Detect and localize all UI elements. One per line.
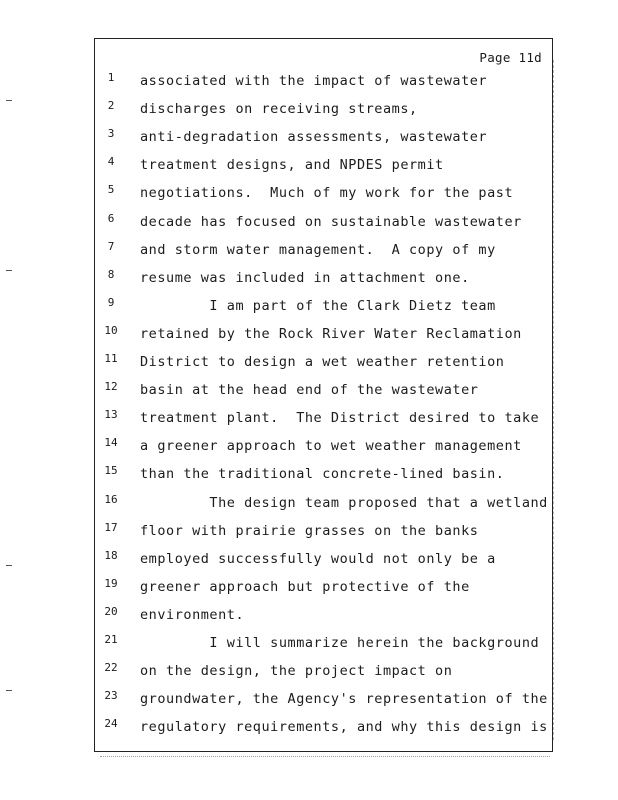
- transcript-line: [0, 466, 618, 494]
- line-number: 4: [107, 155, 115, 169]
- line-number: 21: [104, 633, 118, 646]
- line-number: 6: [107, 211, 115, 225]
- line-text: The design team proposed that a wetland: [140, 494, 548, 511]
- line-number: 2: [107, 99, 115, 113]
- line-number: 17: [104, 520, 118, 534]
- line-text: treatment plant. The District desired to take: [140, 410, 540, 427]
- transcript-line: [0, 492, 618, 523]
- line-text: resume was included in attachment one.: [140, 269, 470, 286]
- line-number: 23: [104, 689, 118, 703]
- line-number: 13: [104, 408, 118, 422]
- line-text: anti-degradation assessments, wastewater: [140, 129, 488, 146]
- line-text: decade has focused on sustainable wastewater: [140, 213, 522, 230]
- transcript-line: [0, 604, 618, 635]
- line-text: a greener approach to wet weather management: [140, 438, 522, 455]
- line-text: negotiations. Much of my work for the past: [140, 185, 514, 202]
- line-text: regulatory requirements, and why this design is: [140, 719, 548, 736]
- line-number: 15: [104, 464, 118, 478]
- transcript-line: [0, 576, 618, 607]
- transcript-line: [0, 101, 618, 129]
- line-number: 18: [104, 548, 118, 562]
- line-number: 16: [104, 492, 118, 506]
- transcript-line: [0, 520, 618, 551]
- line-text: groundwater, the Agency's representation of the: [140, 691, 548, 708]
- transcript-line: [0, 267, 618, 298]
- line-text: retained by the Rock River Water Reclamation: [140, 325, 522, 342]
- transcript-line: [0, 239, 618, 270]
- line-number: 19: [104, 576, 118, 590]
- line-text: employed successfully would not only be a: [140, 550, 496, 567]
- line-number: 11: [104, 352, 118, 365]
- transcript-line: [0, 157, 618, 185]
- transcript-line: [0, 323, 618, 354]
- line-text: I am part of the Clark Dietz team: [140, 297, 496, 314]
- transcript-line: [0, 185, 618, 213]
- line-text: District to design a wet weather retention: [140, 354, 505, 370]
- transcript-line: [0, 635, 618, 663]
- line-number: 10: [104, 323, 118, 337]
- transcript-line: [0, 548, 618, 579]
- transcript-line: [0, 73, 618, 101]
- line-number: 8: [107, 267, 115, 281]
- line-number: 20: [104, 604, 118, 618]
- line-number: 7: [107, 239, 115, 253]
- line-number: 5: [107, 183, 115, 197]
- transcript-line: [0, 719, 618, 747]
- line-text: discharges on receiving streams,: [140, 101, 418, 118]
- transcript-line: [0, 211, 618, 242]
- line-number: 1: [107, 71, 115, 84]
- transcript-line: [0, 691, 618, 719]
- page-number: Page 11d: [479, 50, 542, 65]
- line-text: environment.: [140, 606, 245, 623]
- line-text: treatment designs, and NPDES permit: [140, 157, 444, 174]
- line-text: floor with prairie grasses on the banks: [140, 522, 479, 539]
- line-number: 22: [104, 661, 118, 675]
- line-number: 24: [104, 717, 118, 731]
- line-number: 3: [107, 127, 115, 141]
- line-text: on the design, the project impact on: [140, 663, 453, 680]
- line-text: than the traditional concrete-lined basin.: [140, 466, 505, 483]
- line-text: and storm water management. A copy of my: [140, 241, 496, 258]
- line-number: 14: [104, 436, 118, 450]
- line-number: 12: [104, 380, 118, 394]
- line-text: greener approach but protective of the: [140, 578, 470, 595]
- bottom-scan-noise: [100, 756, 550, 760]
- transcript-line: [0, 295, 618, 326]
- transcript-line: [0, 438, 618, 466]
- line-number: 9: [107, 295, 115, 309]
- transcript-line: [0, 129, 618, 157]
- transcript-line: [0, 354, 618, 382]
- line-text: associated with the impact of wastewater: [140, 73, 488, 89]
- line-text: basin at the head end of the wastewater: [140, 382, 479, 399]
- transcript-line: [0, 663, 618, 691]
- transcript-line: [0, 382, 618, 410]
- transcript-line: [0, 410, 618, 438]
- line-text: I will summarize herein the background: [140, 635, 540, 651]
